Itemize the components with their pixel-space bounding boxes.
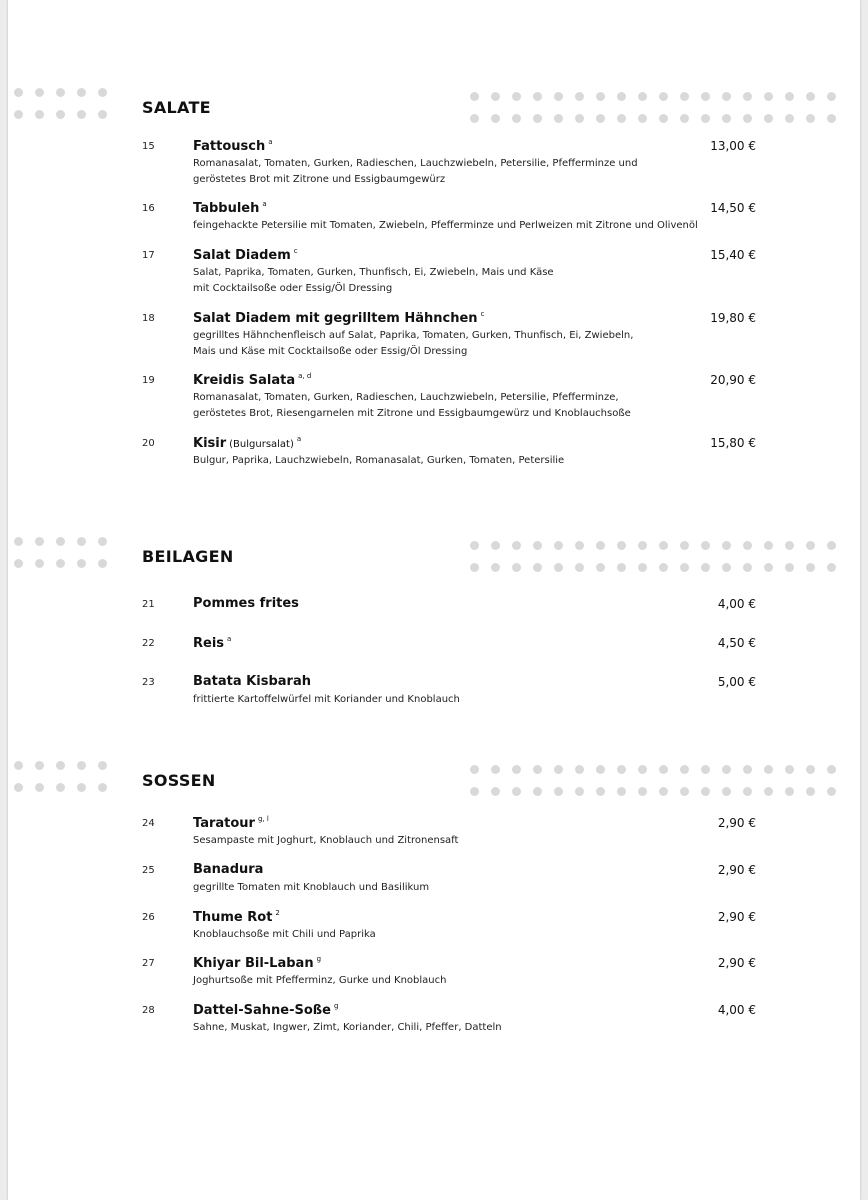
item-name-text: Salat Diadem	[193, 248, 291, 263]
item-name-text: Taratour	[193, 816, 255, 831]
allergen-note: g	[333, 1002, 339, 1010]
item-name	[193, 310, 484, 326]
item-price: 5,00 €	[717, 675, 756, 689]
item-price: 2,90 €	[717, 956, 756, 970]
allergen-note: a	[296, 435, 302, 443]
item-price: 15,80 €	[710, 436, 756, 450]
item-subtitle: (Bulgursalat)	[229, 439, 294, 450]
item-price: 19,80 €	[710, 311, 756, 325]
item-description	[193, 156, 713, 188]
item-description	[193, 218, 713, 234]
item-name-text: Banadura	[193, 862, 264, 877]
item-price: 4,00 €	[717, 1003, 756, 1017]
item-name-text: Dattel-Sahne-Soße	[193, 1003, 331, 1018]
section-title: SOSSEN	[142, 771, 216, 790]
item-price: 2,90 €	[717, 863, 756, 877]
allergen-note: g, l	[257, 815, 269, 823]
item-description	[193, 265, 713, 297]
item-description	[193, 927, 713, 943]
item-name-text: Reis	[193, 636, 225, 651]
section-title: SALATE	[142, 98, 211, 117]
description-line: geröstetes Brot mit Zitrone und Essigbaumgewürz	[193, 174, 446, 185]
menu-page	[8, 0, 860, 1200]
item-price: 15,40 €	[710, 248, 756, 262]
item-number: 24	[142, 818, 155, 829]
item-description	[193, 973, 713, 989]
allergen-note: a	[268, 138, 273, 146]
item-number: 16	[142, 203, 155, 214]
item-number: 18	[142, 313, 155, 324]
item-number: 22	[142, 638, 155, 649]
description-line: Joghurtsoße mit Pfefferminz, Gurke und Knoblauch	[193, 975, 447, 986]
item-name-text: Fattousch	[193, 139, 266, 154]
item-description	[193, 833, 713, 849]
item-number: 28	[142, 1005, 155, 1016]
item-name-text: Kreidis Salata	[193, 373, 296, 388]
allergen-note: 2	[275, 909, 280, 917]
item-number: 25	[142, 865, 155, 876]
item-name-text: Pommes frites	[193, 596, 299, 611]
item-name-text: Thume Rot	[193, 910, 273, 925]
decorative-dots-right	[470, 765, 837, 796]
description-line: gegrillte Tomaten mit Knoblauch und Basilikum	[193, 882, 430, 893]
allergen-note: a	[227, 635, 232, 643]
item-name	[193, 635, 231, 651]
item-description	[193, 692, 713, 708]
item-price: 4,50 €	[717, 636, 756, 650]
item-name	[193, 815, 269, 831]
item-name	[193, 138, 273, 154]
item-name	[193, 1002, 338, 1018]
description-line: Sahne, Muskat, Ingwer, Zimt, Koriander, Chili, Pfeffer, Datteln	[193, 1022, 502, 1033]
item-description	[193, 390, 713, 422]
item-price: 2,90 €	[717, 816, 756, 830]
item-description	[193, 1020, 713, 1036]
decorative-dots-left	[14, 761, 108, 792]
item-price: 2,90 €	[717, 910, 756, 924]
item-price: 4,00 €	[717, 597, 756, 611]
item-number: 19	[142, 375, 155, 386]
description-line: Bulgur, Paprika, Lauchzwiebeln, Romanasalat, Gurken, Tomaten, Petersilie	[193, 455, 565, 466]
description-line: gegrilltes Hähnchenfleisch auf Salat, Paprika, Tomaten, Gurken, Thunfisch, Ei, Zwiebeln,	[193, 330, 634, 341]
allergen-note: c	[480, 310, 485, 318]
decorative-dots-right	[470, 92, 837, 123]
decorative-dots-right	[470, 541, 837, 572]
item-name	[193, 247, 298, 263]
allergen-note: g	[316, 955, 322, 963]
description-line: Sesampaste mit Joghurt, Knoblauch und Zitronensaft	[193, 835, 459, 846]
item-description	[193, 328, 713, 360]
description-line: feingehackte Petersilie mit Tomaten, Zwiebeln, Pfefferminze und Perlweizen mit Zitrone und Olivenöl	[193, 220, 698, 231]
item-price: 13,00 €	[710, 139, 756, 153]
item-price: 14,50 €	[710, 201, 756, 215]
item-name	[193, 596, 299, 611]
item-name	[193, 372, 311, 388]
description-line: frittierte Kartoffelwürfel mit Koriander und Knoblauch	[193, 694, 460, 705]
item-name-text: Batata Kisbarah	[193, 674, 311, 689]
item-name-text: Tabbuleh	[193, 201, 260, 216]
section-title: BEILAGEN	[142, 547, 234, 566]
item-name	[193, 674, 311, 689]
item-number: 17	[142, 250, 155, 261]
description-line: Romanasalat, Tomaten, Gurken, Radieschen, Lauchzwiebeln, Petersilie, Pfefferminze und	[193, 158, 638, 169]
description-line: Salat, Paprika, Tomaten, Gurken, Thunfisch, Ei, Zwiebeln, Mais und Käse	[193, 267, 554, 278]
item-name	[193, 909, 280, 925]
item-name-text: Kisir	[193, 436, 227, 451]
description-line: geröstetes Brot, Riesengarnelen mit Zitrone und Essigbaumgewürz und Knoblauchsoße	[193, 408, 631, 419]
allergen-note: c	[293, 247, 298, 255]
decorative-dots-left	[14, 537, 108, 568]
item-description	[193, 880, 713, 896]
item-name	[193, 955, 321, 971]
item-number: 21	[142, 599, 155, 610]
item-number: 23	[142, 677, 155, 688]
item-name	[193, 200, 267, 216]
description-line: Romanasalat, Tomaten, Gurken, Radieschen, Lauchzwiebeln, Petersilie, Pfefferminze,	[193, 392, 619, 403]
allergen-note: a, d	[298, 372, 312, 380]
item-name	[193, 862, 263, 877]
item-description	[193, 453, 713, 469]
item-number: 27	[142, 958, 155, 969]
item-number: 20	[142, 438, 155, 449]
item-name-text: Salat Diadem mit gegrilltem Hähnchen	[193, 311, 478, 326]
description-line: Knoblauchsoße mit Chili und Paprika	[193, 929, 376, 940]
item-number: 26	[142, 912, 155, 923]
item-name	[193, 435, 301, 451]
item-name-text: Khiyar Bil-Laban	[193, 956, 314, 971]
decorative-dots-left	[14, 88, 108, 119]
item-price: 20,90 €	[710, 373, 756, 387]
allergen-note: a	[262, 200, 267, 208]
description-line: mit Cocktailsoße oder Essig/Öl Dressing	[193, 283, 393, 294]
item-number: 15	[142, 141, 155, 152]
description-line: Mais und Käse mit Cocktailsoße oder Essig/Öl Dressing	[193, 346, 468, 357]
